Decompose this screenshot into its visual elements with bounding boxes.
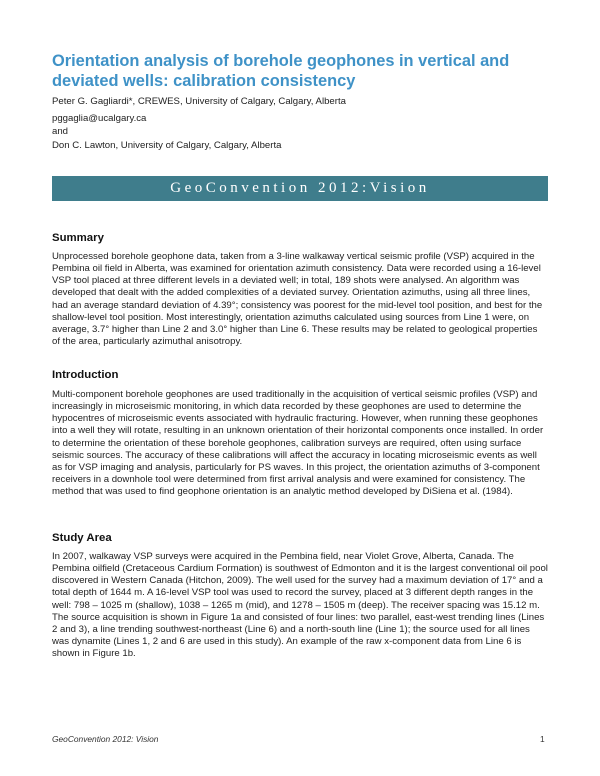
study-area-heading: Study Area	[52, 532, 112, 544]
introduction-paragraph: Multi-component borehole geophones are used traditionally in the acquisition of vertical seismic profiles (VSP) and increasingly in microseismic monitoring, in which data recorded by these geophones are used to determine the hypocentres of microseismic events associated with hydraulic fracturing. However, when running these geophones into a well they will rotate, resulting in an unknown orientation of their horizontal components once installed. In order to determine the orientation of these borehole geophones, calibration surveys are required, often using surface seismic sources. The accuracy of these calibrations will affect the accuracy in locating microseismic events as well as for VSP imaging and analysis, particularly for PS waves. In this project, the orientation azimuths of 3-component receivers in a downhole tool were determined from first arrival analysis and were examined for consistency. The method that was used to find geophone orientation is an analytic method developed by DiSiena et al. (1984).	[52, 389, 544, 498]
summary-paragraph: Unprocessed borehole geophone data, taken from a 3-line walkaway vertical seismic profile (VSP) acquired in the Pembina oil field in Alberta, was examined for orientation azimuth consistency. Data were recorded using a 16-level VSP tool placed at three different levels in a deviated well; in total, 189 shots were analysed. An algorithm was developed that dealt with the added complexities of a deviated survey. Orientation azimuths, using all three lines, had an average standard deviation of 4.39°; consistency was poorest for the mid-level tool position, and best for the shallow-level tool position. Most interestingly, orientation azimuths calculated using sources from Line 1 were, on average, 3.7° higher than Line 2 and 3.0° higher than Line 6. These results may be related to geological properties of the area, particularly azimuthal anisotropy.	[52, 251, 543, 348]
author-affiliation-2: Don C. Lawton, University of Calgary, Calgary, Alberta	[52, 140, 282, 151]
conference-banner: GeoConvention 2012:Vision	[52, 176, 548, 201]
page-number: 1	[540, 734, 545, 744]
and-conjunction: and	[52, 126, 69, 137]
summary-heading: Summary	[52, 232, 104, 244]
author-affiliation-1: Peter G. Gagliardi*, CREWES, University of Calgary, Calgary, Alberta	[52, 96, 346, 107]
author-email: pggaglia@ucalgary.ca	[52, 113, 147, 124]
introduction-heading: Introduction	[52, 369, 119, 381]
paper-title: Orientation analysis of borehole geophones in vertical and deviated wells: calibration consistency	[52, 52, 510, 90]
study-area-paragraph: In 2007, walkaway VSP surveys were acquired in the Pembina field, near Violet Grove, Alberta, Canada. The Pembina oilfield (Cretaceous Cardium Formation) is southwest of Edmonton and it is the largest conventional oil pool discovered in Western Canada (Hitchon, 2009). The well used for the survey had a maximum deviation of 17° and a total depth of 1644 m. A 16-level VSP tool was used to record the survey, placed at 3 different depth ranges in the well: 798 – 1025 m (shallow), 1038 – 1265 m (mid), and 1278 – 1505 m (deep). The receiver spacing was 15.12 m. The source acquisition is shown in Figure 1a and consisted of four lines: two parallel, east-west trending lines (Lines 2 and 3), a line trending southwest-northeast (Line 6) and a north-south line (Line 1); the source used for all lines was dynamite (Lines 1, 2 and 6 are used in this study). An example of the raw x-component data from Line 6 is shown in Figure 1b.	[52, 551, 548, 660]
footer-conference-name: GeoConvention 2012: Vision	[52, 734, 159, 744]
